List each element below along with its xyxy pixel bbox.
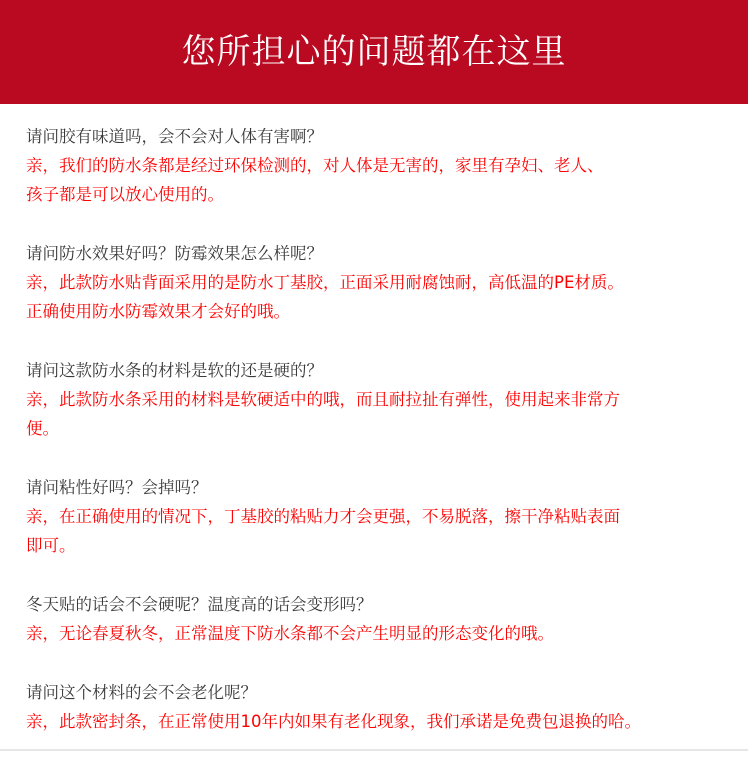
bottom-divider [0, 749, 748, 751]
faq-item [26, 590, 742, 648]
faq-answer-line: 便。 [26, 419, 59, 438]
header-banner [0, 0, 748, 104]
faq-question: 请问防水效果好吗？防霉效果怎么样呢？ [26, 244, 323, 263]
faq-answer-line: 即可。 [26, 536, 76, 555]
faq-item [26, 356, 742, 443]
faq-item [26, 239, 742, 326]
faq-answer-line: 正确使用防水防霉效果才会好的哦。 [26, 302, 290, 321]
faq-answer-line: 亲，此款防水贴背面采用的是防水丁基胶，正面采用耐腐蚀耐，高低温的PE材质。 [26, 273, 624, 292]
faq-question: 请问这个材料的会不会老化呢？ [26, 683, 257, 702]
faq-answer-line: 亲，无论春夏秋冬，正常温度下防水条都不会产生明显的形态变化的哦。 [26, 624, 554, 643]
faq-list [26, 122, 742, 766]
faq-item [26, 122, 742, 209]
faq-answer-line: 亲，此款密封条，在正常使用10年内如果有老化现象，我们承诺是免费包退换的哈。 [26, 712, 641, 731]
faq-question: 冬天贴的话会不会硬呢？温度高的话会变形吗？ [26, 595, 373, 614]
faq-answer-line: 亲，在正确使用的情况下，丁基胶的粘贴力才会更强，不易脱落，擦干净粘贴表面 [26, 507, 620, 526]
faq-answer-line: 孩子都是可以放心使用的。 [26, 185, 224, 204]
faq-question: 请问粘性好吗？会掉吗？ [26, 478, 208, 497]
page-title: 您所担心的问题都在这里 [181, 32, 567, 72]
faq-item [26, 678, 742, 736]
faq-question: 请问这款防水条的材料是软的还是硬的？ [26, 361, 323, 380]
faq-answer-line: 亲，此款防水条采用的材料是软硬适中的哦，而且耐拉扯有弹性，使用起来非常方 [26, 390, 620, 409]
faq-question: 请问胶有味道吗，会不会对人体有害啊？ [26, 127, 323, 146]
faq-answer-line: 亲，我们的防水条都是经过环保检测的，对人体是无害的，家里有孕妇、老人、 [26, 156, 604, 175]
faq-item [26, 473, 742, 560]
